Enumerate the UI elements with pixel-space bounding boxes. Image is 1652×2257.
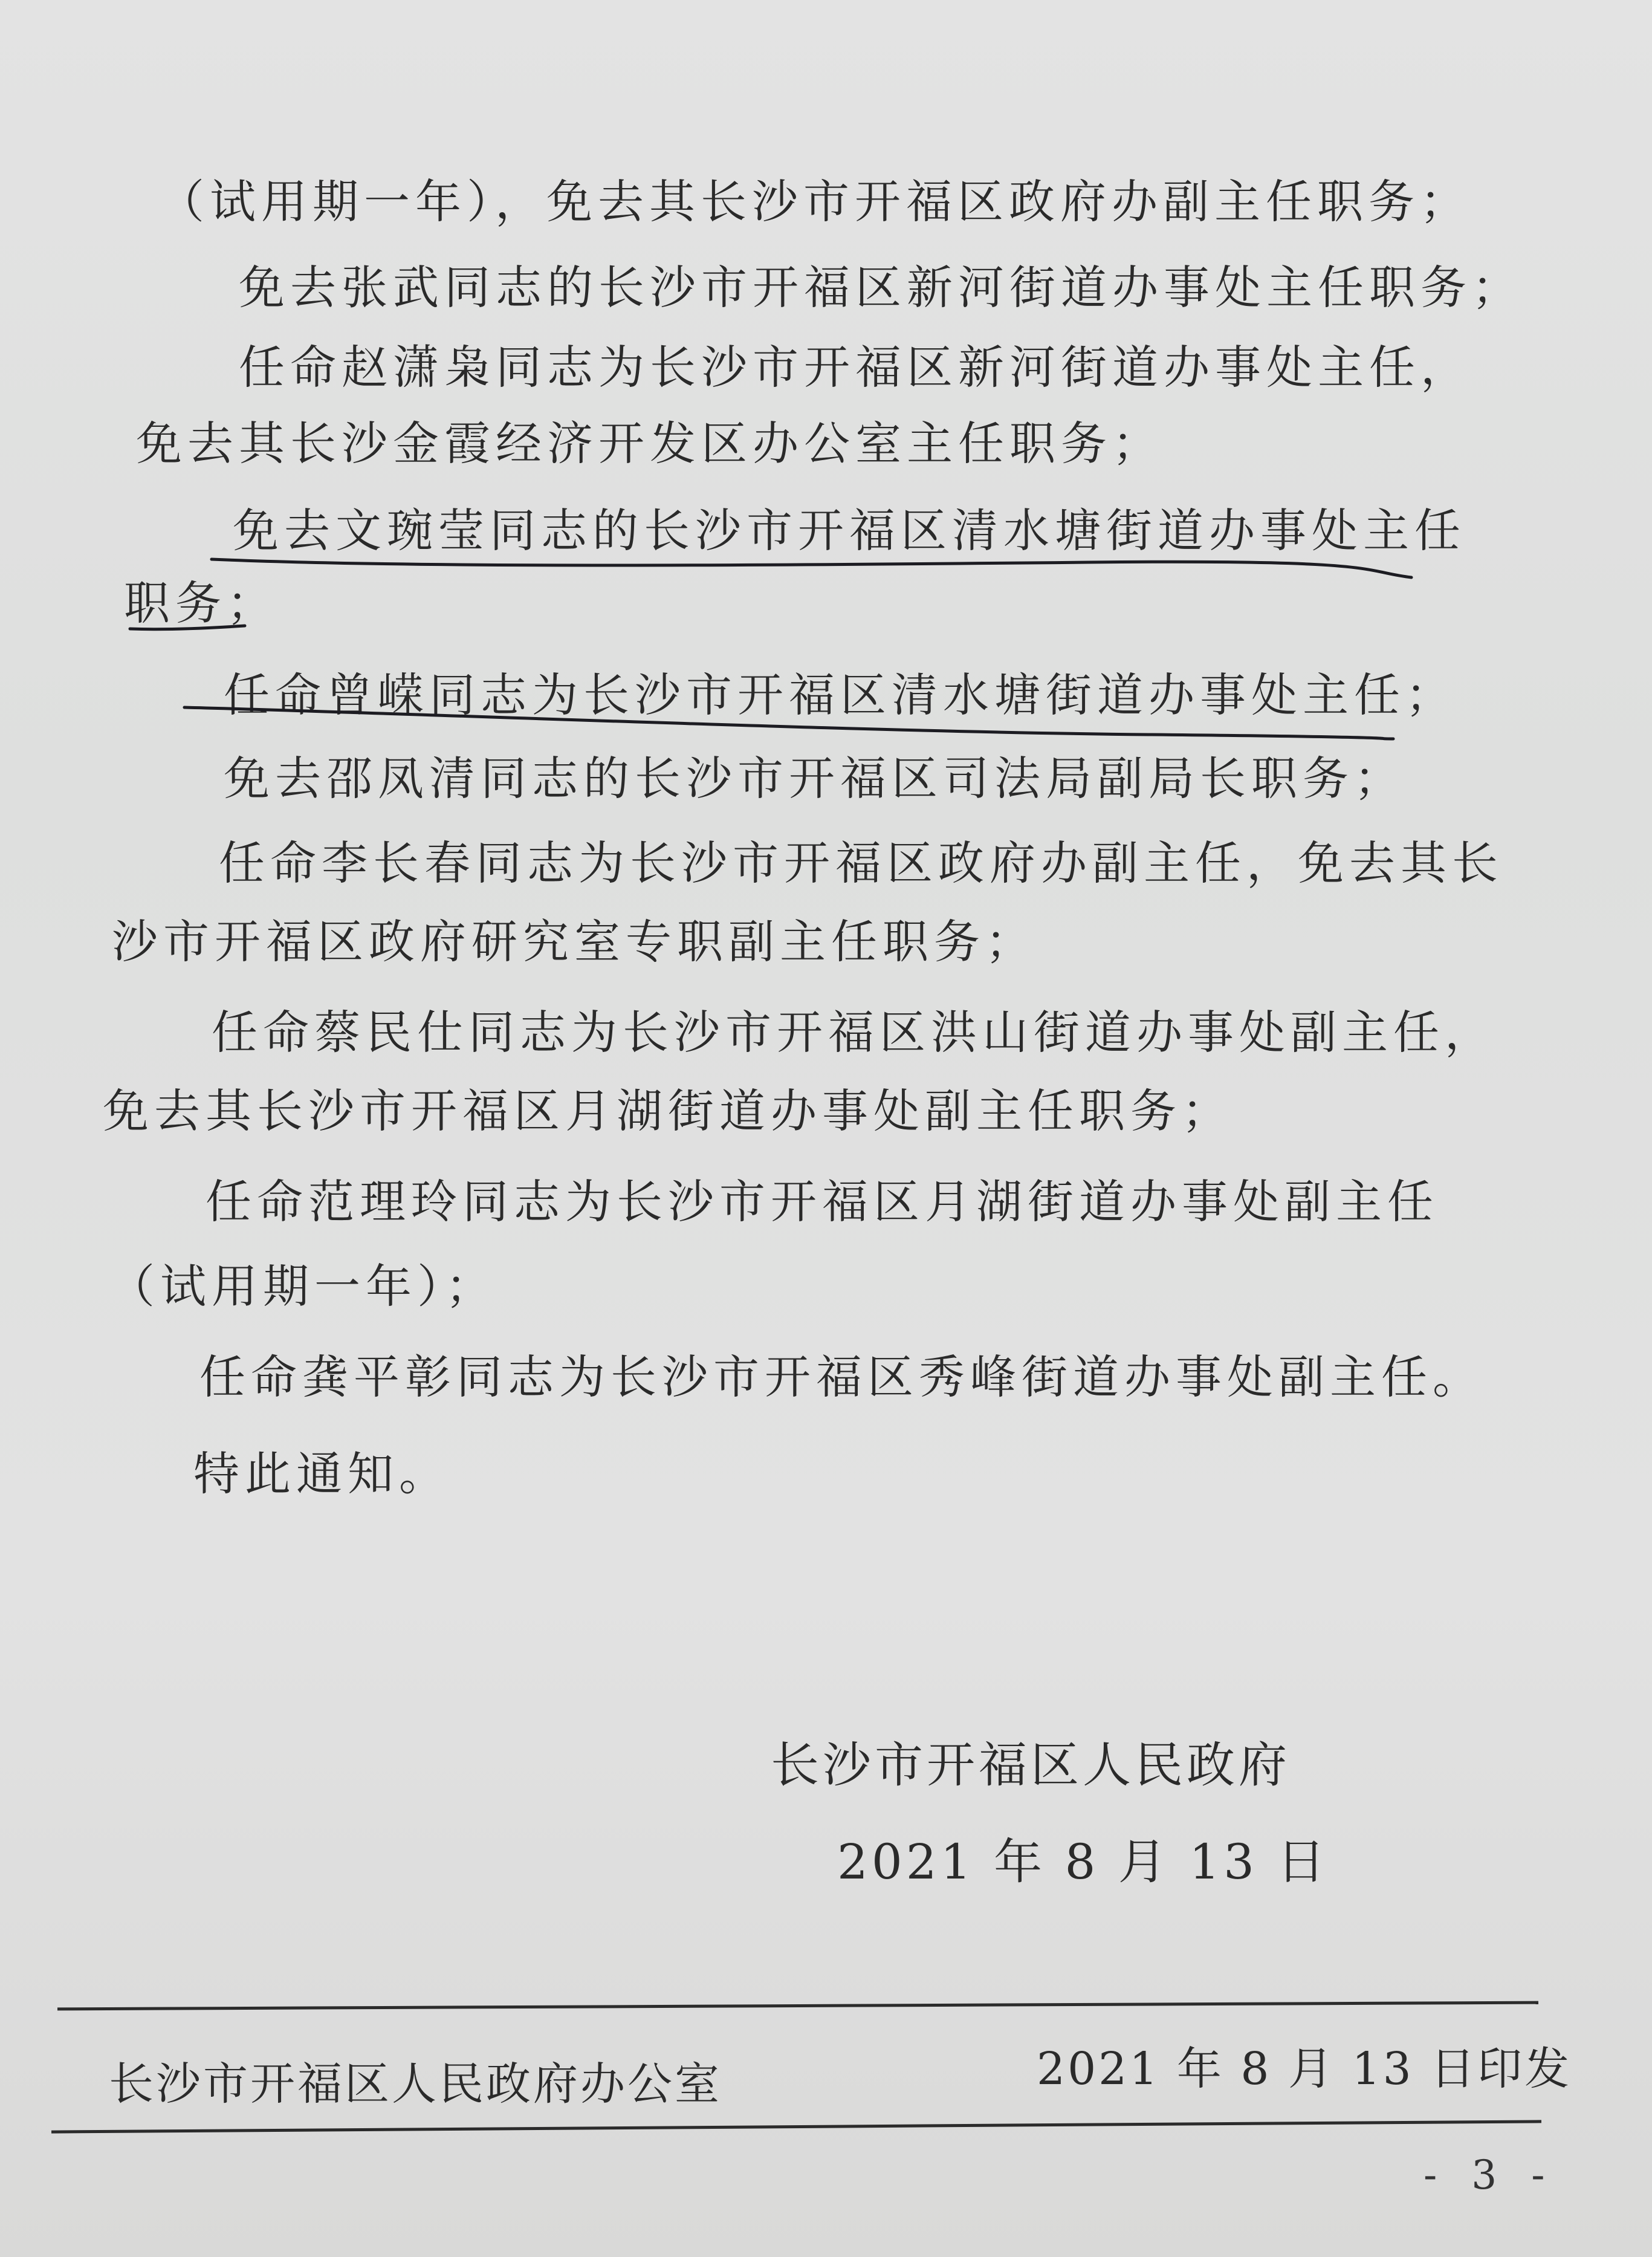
body-line-15: 任命龚平彰同志为长沙市开福区秀峰街道办事处副主任。 — [199, 1350, 1484, 1404]
body-line-1: （试用期一年），免去其长沙市开福区政府办副主任职务； — [158, 175, 1471, 229]
body-line-3: 任命赵潇枭同志为长沙市开福区新河街道办事处主任， — [239, 340, 1472, 394]
body-line-2: 免去张武同志的长沙市开福区新河街道办事处主任职务； — [239, 261, 1523, 314]
page-number: - 3 - — [1424, 2152, 1556, 2198]
footer-print-date: 2021 年 8 月 13 日印发 — [1037, 2043, 1572, 2095]
body-line-14: （试用期一年）； — [109, 1259, 497, 1313]
issuer-signature: 长沙市开福区人民政府 — [771, 1737, 1291, 1793]
body-line-16: 特此通知。 — [193, 1447, 450, 1501]
pen-underline-1 — [212, 559, 1411, 577]
body-line-10: 沙市开福区政府研究室专职副主任职务； — [112, 915, 1037, 969]
body-line-4: 免去其长沙金霞经济开发区办公室主任职务； — [136, 417, 1164, 470]
body-line-11: 任命蔡民仕同志为长沙市开福区洪山街道办事处副主任， — [212, 1005, 1496, 1059]
body-line-7: 任命曾嵘同志为长沙市开福区清水塘街道办事处主任； — [224, 668, 1457, 722]
pen-underline-2 — [130, 626, 245, 629]
body-line-13: 任命范理玲同志为长沙市开福区月湖街道办事处副主任 — [206, 1175, 1439, 1229]
body-line-5: 免去文琬莹同志的长沙市开福区清水塘街道办事处主任 — [233, 504, 1466, 557]
issue-date: 2021 年 8 月 13 日 — [837, 1834, 1329, 1890]
footer-office: 长沙市开福区人民政府办公室 — [109, 2058, 722, 2110]
body-line-12: 免去其长沙市开福区月湖街道办事处副主任职务； — [103, 1084, 1233, 1138]
pen-underline-3 — [184, 707, 1393, 739]
body-line-9: 任命李长春同志为长沙市开福区政府办副主任，免去其长 — [219, 836, 1503, 890]
body-line-6: 职务； — [124, 576, 278, 630]
body-line-8: 免去邵凤清同志的长沙市开福区司法局副局长职务； — [224, 752, 1405, 805]
